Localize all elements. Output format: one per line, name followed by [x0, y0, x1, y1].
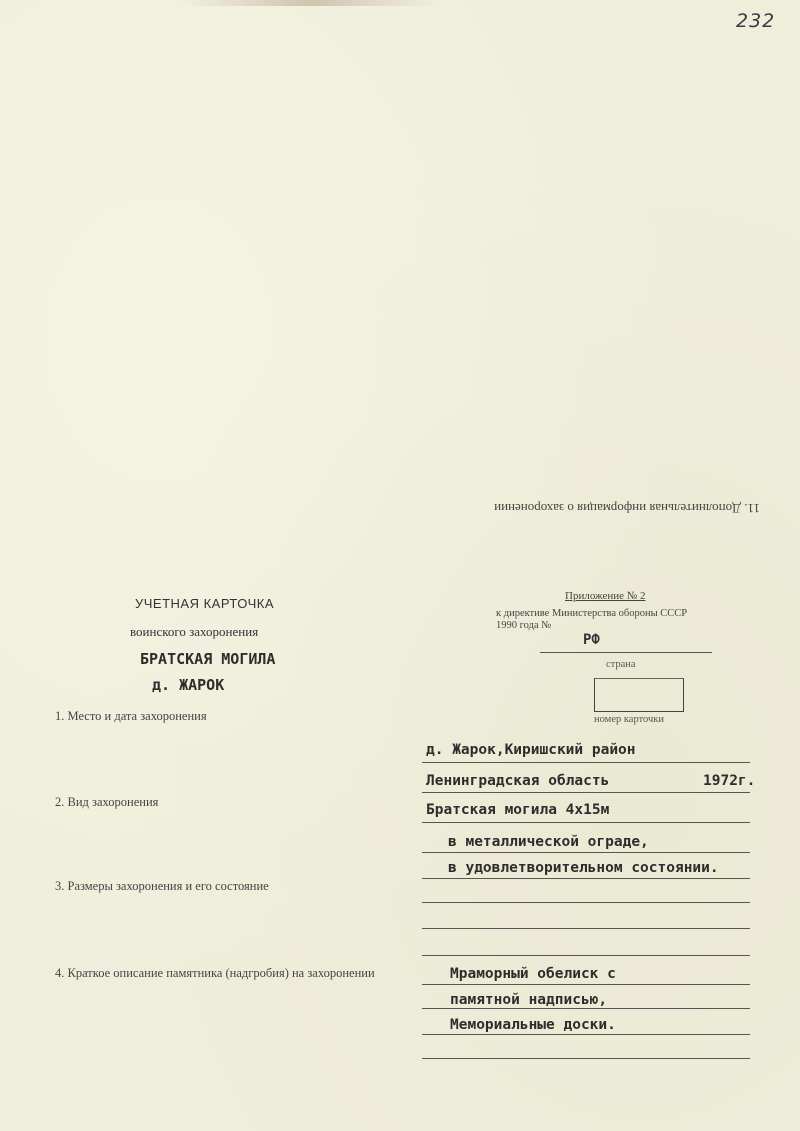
card-number-box — [594, 678, 684, 712]
field-1-line-2: Ленинградская область — [426, 773, 610, 789]
field-4-rule-2 — [422, 1008, 750, 1009]
village-typed: д. ЖАРОК — [152, 676, 225, 694]
field-3-line-1: в металлической ограде, — [448, 834, 649, 850]
field-3-rule-3 — [422, 928, 750, 929]
handwritten-page-number: 232 — [736, 10, 776, 32]
field-4-rule-3 — [422, 1034, 750, 1035]
appendix-label: Приложение № 2 — [565, 590, 646, 602]
field-3-line-2: в удовлетворительном состоянии. — [448, 860, 719, 876]
field-1-line-1: д. Жарок,Киришский район — [426, 742, 636, 758]
upside-down-heading: 11. Дополнительная информация о захоронении — [494, 501, 760, 516]
field-4-line-2: памятной надписью, — [450, 992, 608, 1008]
grave-type-typed: БРАТСКАЯ МОГИЛА — [140, 650, 276, 668]
field-1-rule-1 — [422, 762, 750, 763]
field-1-date: 1972г. — [703, 773, 756, 789]
directive-line-1: к директиве Министерства обороны СССР — [496, 608, 688, 619]
field-2-rule-2 — [422, 852, 750, 853]
field-1-label: 1. Место и дата захоронения — [55, 709, 207, 723]
card-subtitle: воинского захоронения — [130, 624, 259, 639]
field-3-rule-1 — [422, 878, 750, 879]
field-3-label: 3. Размеры захоронения и его состояние — [55, 879, 269, 893]
paper-stain — [180, 0, 440, 6]
card-title: УЧЕТНАЯ КАРТОЧКА — [135, 596, 275, 611]
field-4-label: 4. Краткое описание памятника (надгробия) на захоронении — [55, 966, 375, 980]
country-underline — [540, 652, 712, 653]
field-2-line-1: Братская могила 4х15м — [426, 802, 610, 818]
field-3-rule-2 — [422, 902, 750, 903]
country-caption: страна — [606, 659, 636, 670]
field-4-line-3: Мемориальные доски. — [450, 1017, 616, 1033]
country-value: РФ — [583, 632, 600, 648]
field-2-rule-1 — [422, 822, 750, 823]
card-number-caption: номер карточки — [594, 714, 664, 725]
field-4-rule-1 — [422, 984, 750, 985]
field-2-label: 2. Вид захоронения — [55, 795, 159, 809]
field-4-rule-4 — [422, 1058, 750, 1059]
field-1-rule-2 — [422, 792, 750, 793]
directive-reference — [496, 608, 746, 632]
field-3-rule-4 — [422, 955, 750, 956]
field-4-line-1: Мраморный обелиск с — [450, 966, 616, 982]
directive-line-2: 1990 года № — [496, 620, 552, 631]
